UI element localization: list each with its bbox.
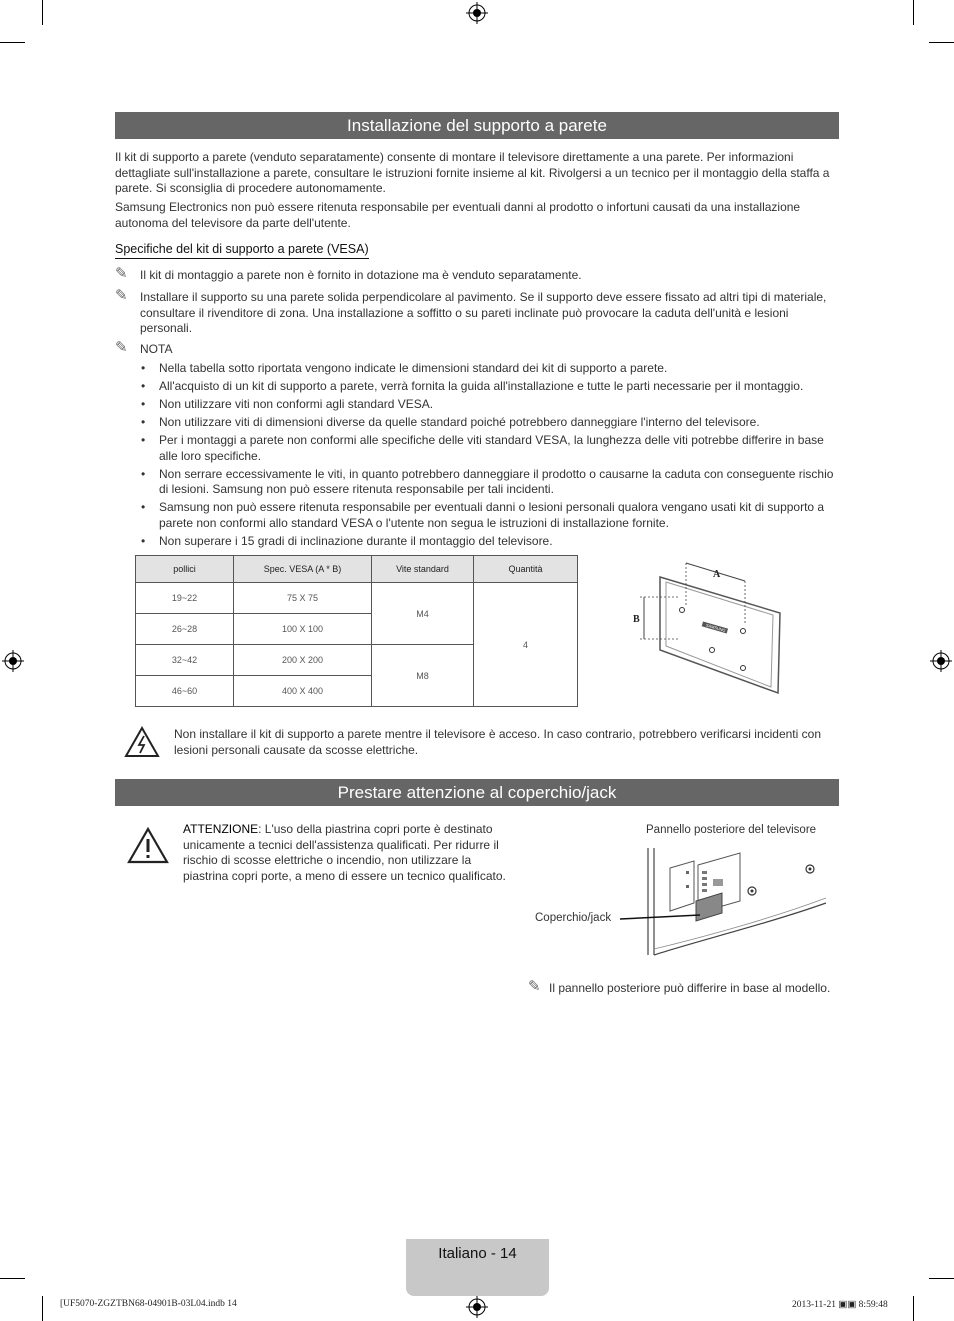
page-number-tab (406, 1239, 549, 1296)
table-header-row (136, 556, 578, 583)
list-item: • Non superare i 15 gradi di inclinazione durante il montaggio del televisore. (115, 534, 839, 550)
crop-mark (913, 1296, 914, 1321)
list-item: • All'acquisto di un kit di supporto a parete, verrà fornita la guida all'installazione e tutte le parti necessarie per il montaggio. (115, 379, 839, 395)
pencil-note-icon: ✎ (115, 265, 128, 282)
liability-paragraph: Samsung Electronics non può essere ritenuta responsabile per eventuali danni al prodotto o infortuni causati da una installazione autonoma del televisore da parte dell'utente. (115, 200, 801, 230)
note-nota: ✎ NOTA (115, 339, 173, 356)
crop-mark (0, 42, 25, 43)
print-date-info: 2013-11-21 ▣▣ 8:59:48 (792, 1300, 888, 1310)
list-item: • Samsung non può essere ritenuta responsabile per eventuali danni o lesioni personali qualora vengano usati kit di supporto a parete non conformi allo standard VESA o l'utente non segua le istruzioni di installazione fornite. (115, 500, 839, 531)
list-item: • Non serrare eccessivamente le viti, in quanto potrebbero danneggiare il prodotto o causarne la caduta con conseguente rischio di lesioni. Samsung non può essere ritenuta responsabile per tali incidenti. (115, 467, 839, 498)
registration-mark-icon (466, 2, 488, 24)
intro-paragraph: Il kit di supporto a parete (venduto separatamente) consente di montare il televisore direttamente a una parete. Per informazioni dettagliate sull'installazione a parete, consultare le istruzioni fornite insieme al kit. Rivolgersi a un tecnico per il montaggio della staffa a parete. Si sconsiglia di procedere autonomamente. (115, 150, 830, 195)
pencil-note-icon: ✎ (115, 287, 128, 304)
list-item: • Non utilizzare viti non conformi agli standard VESA. (115, 397, 839, 413)
pencil-note-icon: ✎ (115, 339, 128, 356)
vesa-subheading: Specifiche del kit di supporto a parete (VESA) (115, 242, 369, 259)
note-solid-wall: ✎ Installare il supporto su una parete solida perpendicolare al pavimento. Se il supporto deve essere fissato ad altri tipi di materiale, consultare il rivenditore di zona. Una installazione a soffitto o su pareti inclinate può provocare la caduta dell'unità e lesioni personali. (115, 287, 827, 335)
vesa-spec-table (135, 555, 578, 707)
pencil-note-icon: ✎ (528, 978, 541, 995)
table-cell: 26~28 (136, 614, 234, 645)
table-cell: 4 (474, 583, 578, 707)
cover-jack-label: Coperchio/jack (535, 912, 612, 924)
caution-label: ATTENZIONE (183, 822, 259, 836)
note-kit-not-included: ✎ Il kit di montaggio a parete non è fornito in dotazione ma è venduto separatamente. (115, 265, 582, 282)
table-row (136, 583, 578, 614)
registration-mark-icon (466, 1296, 488, 1318)
electric-shock-warning-text: Non installare il kit di supporto a parete mentre il televisore è acceso. In caso contrario, potrebbero verificarsi incidenti con lesioni personali causate da scosse elettriche. (174, 727, 821, 757)
table-cell: 200 X 200 (234, 645, 372, 676)
dimension-a-label: A (713, 569, 721, 580)
nota-bullet-list (115, 361, 839, 552)
column-header: pollici (136, 556, 234, 583)
table-cell: 19~22 (136, 583, 234, 614)
caution-warning-icon (127, 827, 169, 865)
print-file-info: [UF5070-ZGZTBN68-04901B-03L04.indb 14 (60, 1299, 237, 1309)
section-title-wall-mount: Installazione del supporto a parete (115, 112, 839, 139)
electric-shock-warning-icon (124, 726, 160, 758)
crop-mark (913, 0, 914, 25)
brand-label: SAMSUNG (705, 622, 727, 633)
vesa-diagram (620, 555, 800, 700)
list-item: • Nella tabella sotto riportata vengono indicate le dimensioni standard dei kit di supporto a parete. (115, 361, 839, 377)
crop-mark (42, 1296, 43, 1321)
crop-mark (929, 42, 954, 43)
page-label: Italiano - 14 (438, 1245, 517, 1262)
table-cell: 400 X 400 (234, 676, 372, 707)
crop-mark (929, 1278, 954, 1279)
column-header: Quantità (474, 556, 578, 583)
table-cell: M8 (372, 645, 474, 707)
table-cell: 46~60 (136, 676, 234, 707)
list-item: • Non utilizzare viti di dimensioni diverse da quelle standard poiché potrebbero danneggiare l'interno del televisore. (115, 415, 839, 431)
column-header: Spec. VESA (A * B) (234, 556, 372, 583)
table-cell: 100 X 100 (234, 614, 372, 645)
registration-mark-icon (930, 650, 952, 672)
panel-variation-note: ✎ Il pannello posteriore può differire in base al modello. (528, 978, 831, 995)
back-panel-label: Pannello posteriore del televisore (646, 824, 817, 836)
section-title-cover-jack: Prestare attenzione al coperchio/jack (115, 779, 839, 806)
list-item: • Per i montaggi a parete non conformi alle specifiche delle viti standard VESA, la lunghezza delle viti potrebbe differire in base alle loro specifiche. (115, 433, 839, 464)
table-cell: M4 (372, 583, 474, 645)
crop-mark (42, 0, 43, 25)
caution-paragraph (183, 822, 518, 884)
registration-mark-icon (2, 650, 24, 672)
back-panel-diagram (590, 843, 830, 958)
column-header: Vite standard (372, 556, 474, 583)
caution-text: : L'uso della piastrina copri porte è destinato unicamente a tecnici dell'assistenza qualificati. Per ridurre il rischio di scosse elettriche o incendio, non utilizzare la piastrina copri porte, a meno di essere un tecnico qualificato. (183, 822, 506, 883)
table-cell: 75 X 75 (234, 583, 372, 614)
dimension-b-label: B (633, 614, 640, 625)
crop-mark (0, 1278, 25, 1279)
table-cell: 32~42 (136, 645, 234, 676)
